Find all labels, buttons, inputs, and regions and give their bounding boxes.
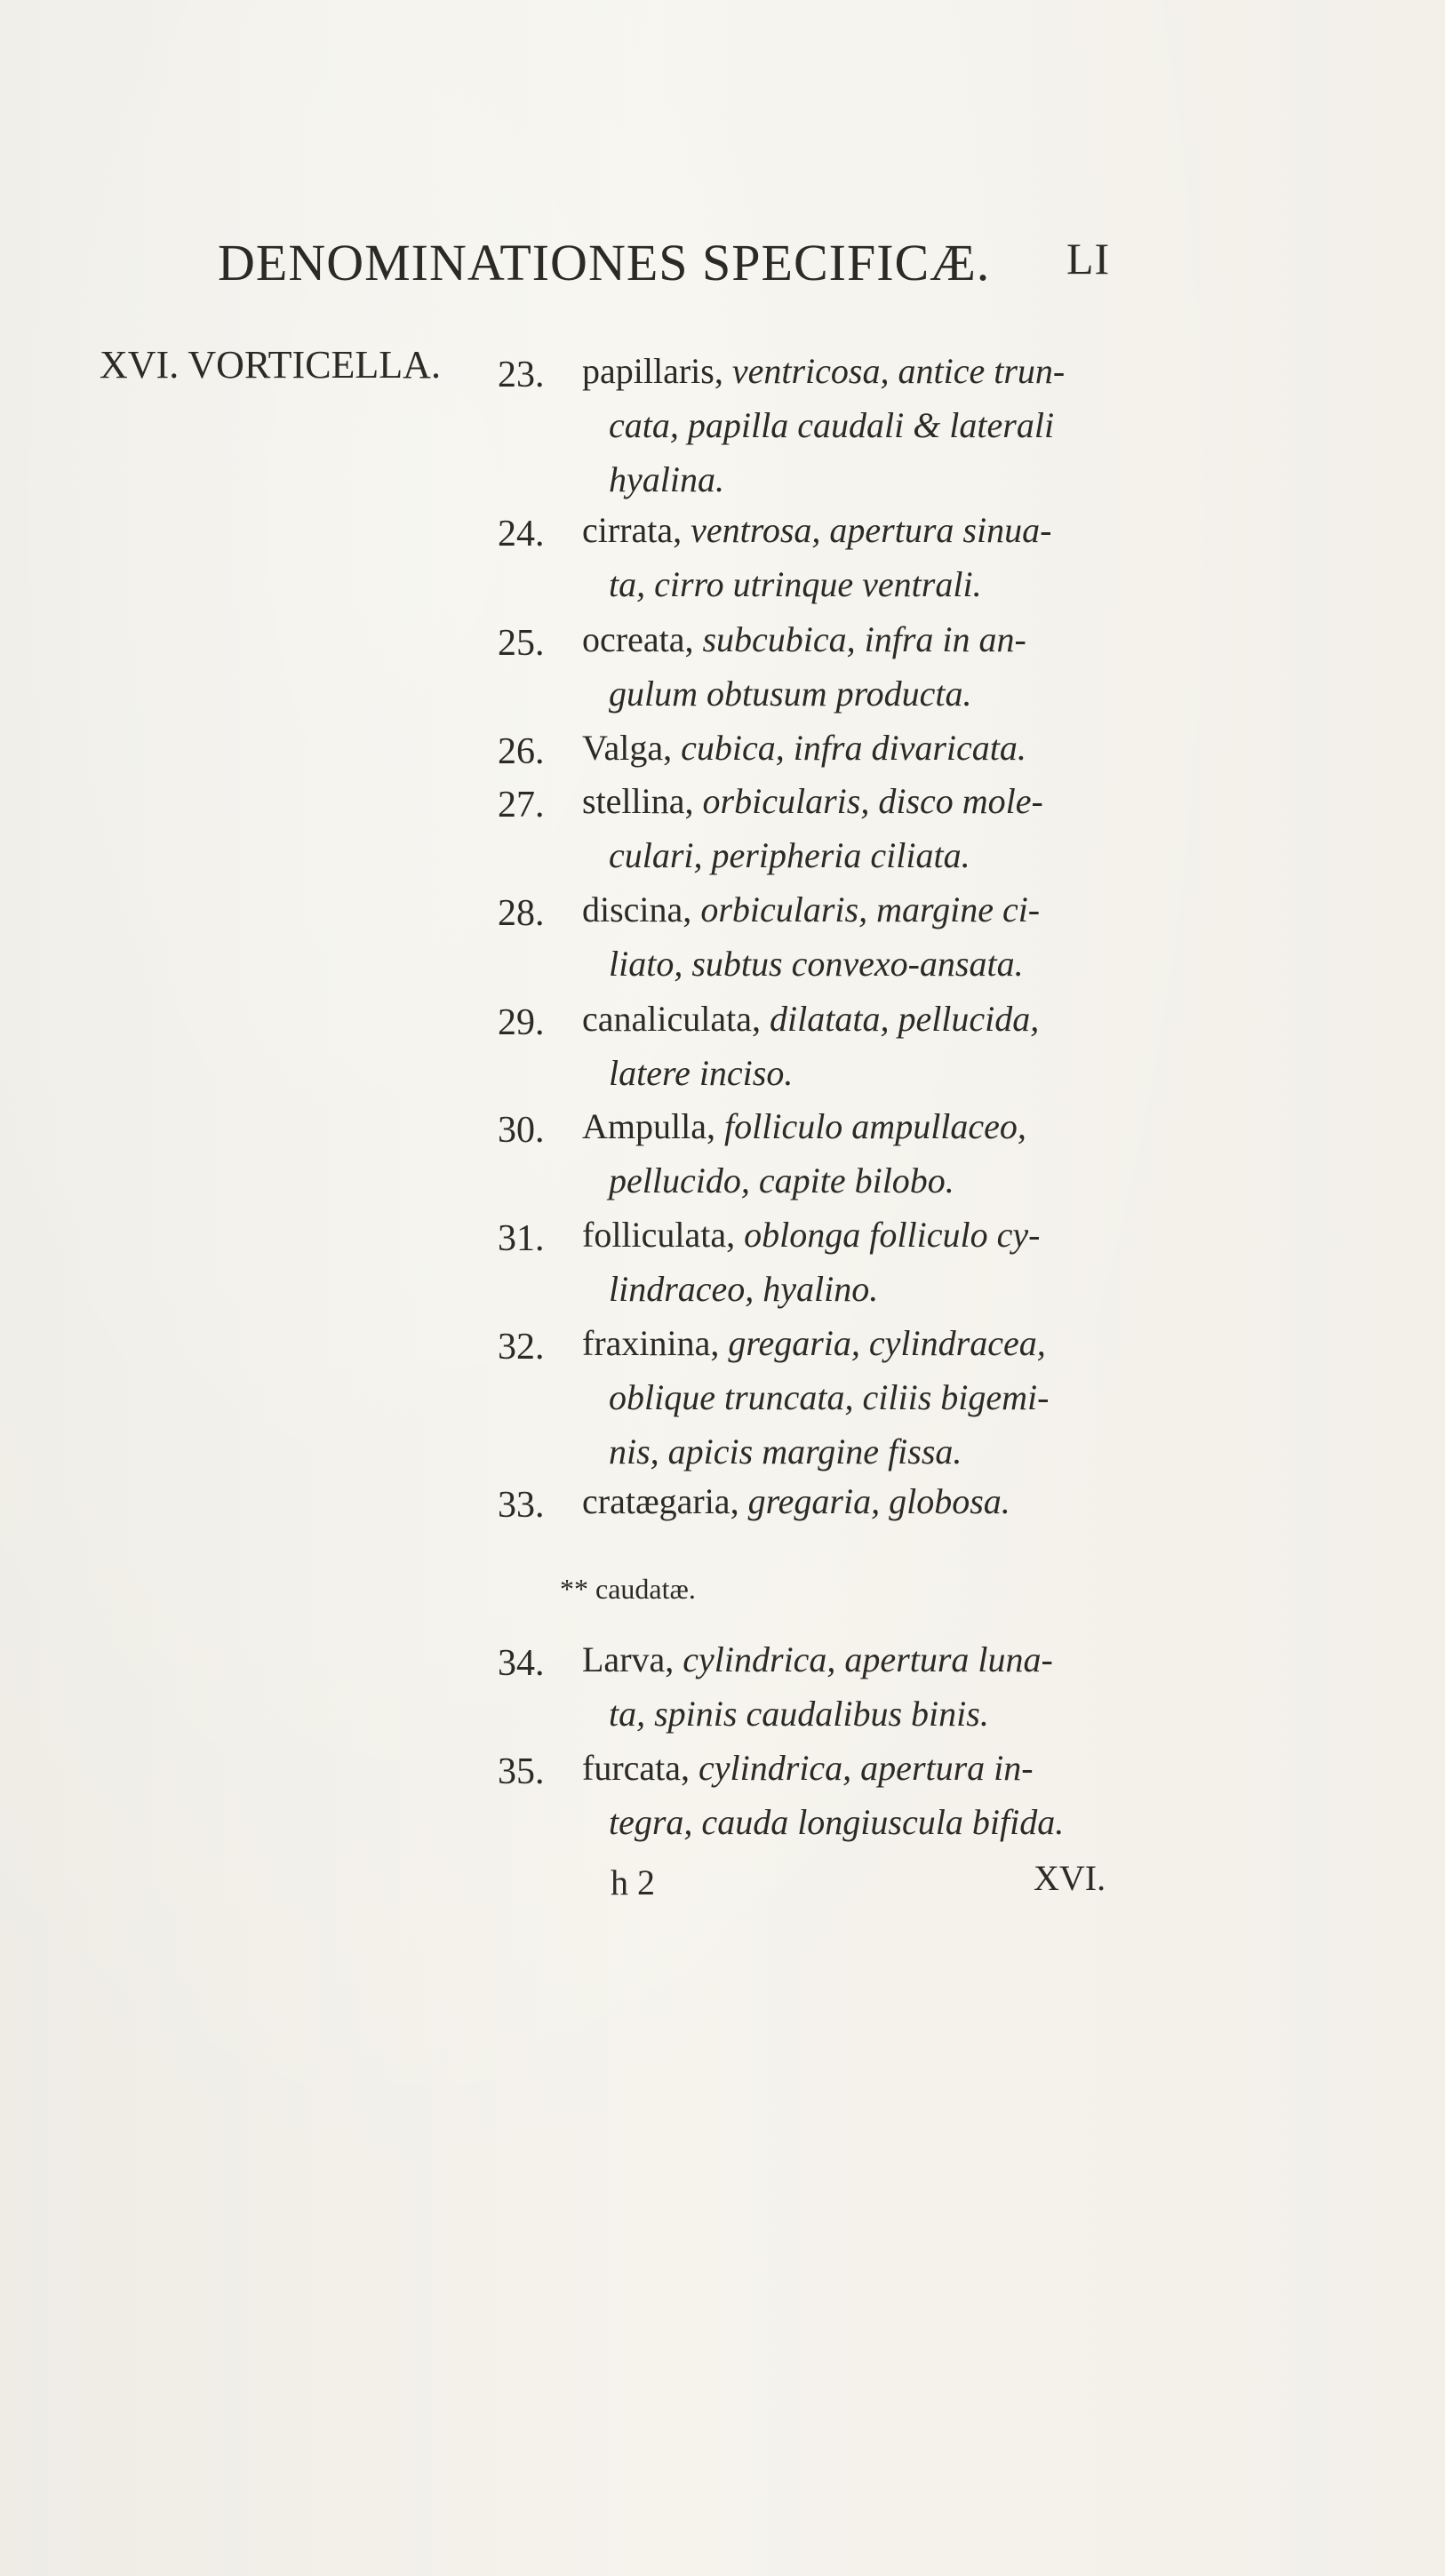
diagnosis-text: lindraceo, hyalino. xyxy=(609,1269,879,1309)
genus-heading: XVI. VORTICELLA. xyxy=(100,343,441,387)
entry-number: 25. xyxy=(498,623,545,664)
entry-line xyxy=(609,673,972,714)
entry-number: 24. xyxy=(498,514,545,554)
species-name: furcata, xyxy=(582,1748,699,1788)
entry-line xyxy=(609,1268,878,1310)
species-name: canaliculata, xyxy=(582,999,770,1039)
species-name: papillaris, xyxy=(582,351,732,391)
entry-number: 23. xyxy=(498,355,545,395)
diagnosis-text: gregaria, globosa. xyxy=(747,1481,1010,1521)
entry-line xyxy=(582,1214,1040,1256)
diagnosis-text: hyalina. xyxy=(609,459,724,499)
diagnosis-text: nis, apicis margine fissa. xyxy=(609,1432,962,1471)
diagnosis-text: ventricosa, antice trun- xyxy=(731,351,1066,391)
species-name: Larva, xyxy=(582,1639,683,1679)
diagnosis-text: gulum obtusum producta. xyxy=(609,674,972,714)
diagnosis-text: tegra, cauda longiuscula bifida. xyxy=(609,1802,1065,1842)
entry-line xyxy=(582,1639,1053,1680)
diagnosis-text: gregaria, cylindracea, xyxy=(728,1323,1046,1363)
species-name: cratægaria, xyxy=(582,1481,748,1521)
running-head-title: DENOMINATIONES SPECIFICÆ. xyxy=(218,234,991,291)
entry-line xyxy=(582,1105,1026,1147)
entry-line xyxy=(582,889,1040,930)
entry-number: 28. xyxy=(498,893,545,934)
diagnosis-text: ta, spinis caudalibus binis. xyxy=(609,1694,989,1734)
entry-number: 26. xyxy=(498,731,545,772)
diagnosis-text: subcubica, infra in an- xyxy=(702,619,1026,659)
diagnosis-text: cata, papilla caudali & laterali xyxy=(609,405,1055,445)
entry-line xyxy=(609,1693,989,1735)
species-name: Valga, xyxy=(582,728,682,768)
entry-line xyxy=(609,1376,1050,1418)
entry-line xyxy=(609,459,724,500)
entry-line xyxy=(582,509,1051,551)
diagnosis-text: latere inciso. xyxy=(609,1053,794,1093)
entry-line xyxy=(609,1801,1064,1843)
entry-line xyxy=(582,1747,1034,1789)
entry-line xyxy=(582,727,1026,769)
entry-line xyxy=(582,618,1026,660)
diagnosis-text: oblique truncata, ciliis bigemi- xyxy=(609,1377,1050,1417)
running-head xyxy=(218,233,1111,304)
diagnosis-text: oblonga folliculo cy- xyxy=(744,1215,1041,1255)
entry-number: 29. xyxy=(498,1002,545,1043)
diagnosis-text: folliculo ampullaceo, xyxy=(723,1106,1026,1146)
diagnosis-text: orbicularis, margine ci- xyxy=(700,889,1041,929)
diagnosis-text: dilatata, pellucida, xyxy=(769,999,1040,1039)
entry-line xyxy=(609,1431,962,1472)
species-name: ocreata, xyxy=(582,619,703,659)
diagnosis-text: orbicularis, disco mole- xyxy=(702,781,1043,821)
entry-number: 34. xyxy=(498,1643,545,1684)
diagnosis-text: cylindrica, apertura luna- xyxy=(683,1639,1053,1679)
entry-number: 31. xyxy=(498,1218,545,1259)
species-name: discina, xyxy=(582,889,701,929)
entry-number: 33. xyxy=(498,1485,545,1526)
diagnosis-text: cylindrica, apertura in- xyxy=(699,1748,1034,1788)
species-name: Ampulla, xyxy=(582,1106,724,1146)
diagnosis-text: ta, cirro utrinque ventrali. xyxy=(609,564,982,604)
entry-line xyxy=(609,404,1054,446)
entry-line xyxy=(609,834,970,876)
entry-line xyxy=(609,563,982,605)
section-subheading: ** caudatæ. xyxy=(560,1573,696,1605)
species-name: cirrata, xyxy=(582,510,691,550)
diagnosis-text: ventrosa, apertura sinua- xyxy=(691,510,1052,550)
diagnosis-text: culari, peripheria ciliata. xyxy=(609,835,970,875)
diagnosis-text: cubica, infra divaricata. xyxy=(681,728,1026,768)
page-number: LI xyxy=(1066,234,1111,283)
entry-line xyxy=(609,1160,954,1201)
species-name: folliculata, xyxy=(582,1215,745,1255)
species-name: fraxinina, xyxy=(582,1323,729,1363)
entry-line xyxy=(582,998,1039,1040)
entry-line xyxy=(609,1052,793,1094)
entry-line xyxy=(582,780,1043,822)
catchword: XVI. xyxy=(1034,1858,1106,1898)
entry-number: 35. xyxy=(498,1751,545,1792)
entry-number: 32. xyxy=(498,1327,545,1368)
printer-signature: h 2 xyxy=(611,1862,655,1902)
diagnosis-text: liato, subtus convexo-ansata. xyxy=(609,944,1024,984)
entry-line xyxy=(582,350,1065,392)
entry-line xyxy=(582,1480,1010,1522)
species-name: stellina, xyxy=(582,781,703,821)
entry-line xyxy=(582,1322,1046,1364)
diagnosis-text: pellucido, capite bilobo. xyxy=(609,1160,954,1200)
entry-line xyxy=(609,943,1024,985)
entry-number: 30. xyxy=(498,1110,545,1151)
entry-number: 27. xyxy=(498,785,545,825)
